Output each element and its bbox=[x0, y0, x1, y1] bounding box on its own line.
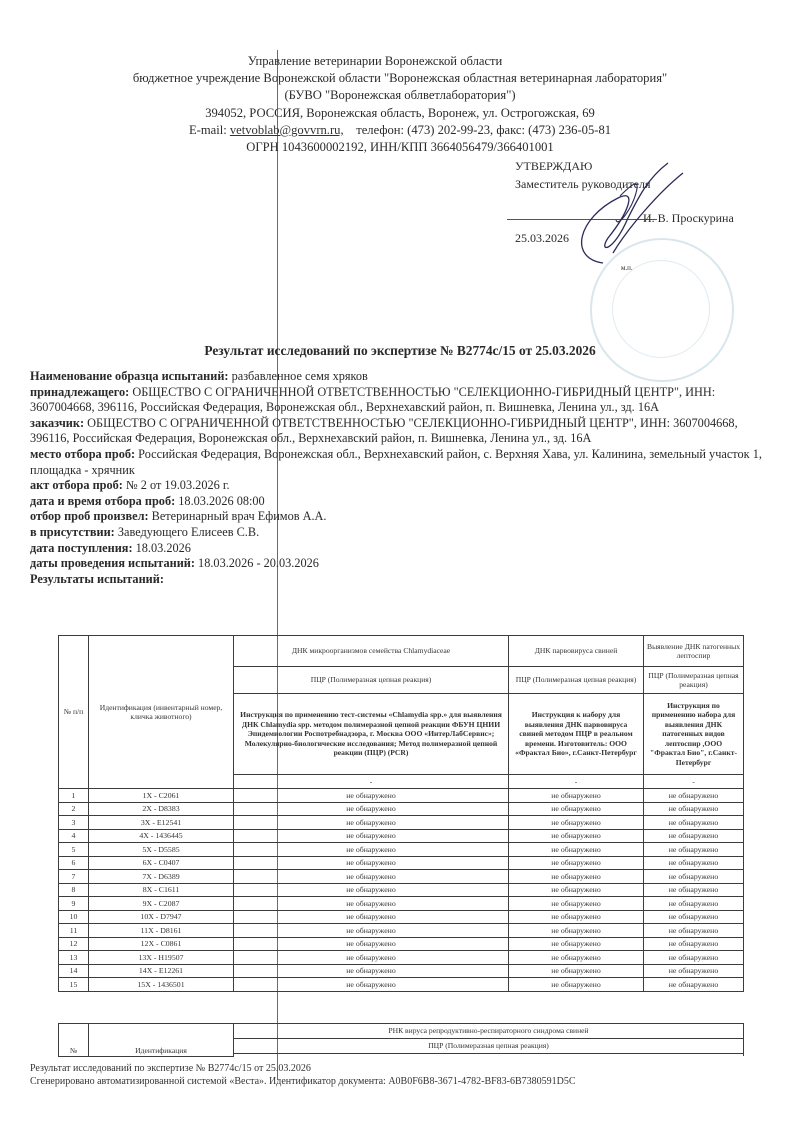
seal-stamp-icon bbox=[590, 238, 734, 382]
result-parvovirus: не обнаружено bbox=[509, 856, 644, 870]
letterhead-line-3: (БУВО "Воронежская облветлаборатория") bbox=[284, 88, 516, 103]
row-identification: 10X - D7947 bbox=[89, 910, 234, 924]
result-parvovirus: не обнаружено bbox=[509, 978, 644, 992]
letterhead-line-1: Управление ветеринарии Воронежской области bbox=[247, 54, 503, 68]
approver-name: И. В. Проскурина bbox=[643, 211, 734, 225]
table-row bbox=[59, 829, 744, 843]
row-identification: 8X - C1611 bbox=[89, 883, 234, 897]
seal-mark: м.п. bbox=[621, 264, 633, 272]
table-row bbox=[59, 937, 744, 951]
result-leptospira: не обнаружено bbox=[644, 856, 744, 870]
letterhead bbox=[0, 53, 800, 156]
sample-owner: принадлежащего: ОБЩЕСТВО С ОГРАНИЧЕННОЙ ОТВЕТСТВЕННОСТЬЮ "СЕЛЕКЦИОННО-ГИБРИДНЫЙ ЦЕНТР", ИНН: 3607004668, 396116, Российская Федерация, Воронежская обл., Верхнехавский район, п. Вишневка, Ленина ул., зд. 16А bbox=[30, 384, 716, 415]
row-identification: 15X - 1436501 bbox=[89, 978, 234, 992]
row-number: 3 bbox=[59, 816, 89, 830]
row-identification: 12X - C0861 bbox=[89, 937, 234, 951]
group-header-parvovirus: ДНК парвовируса свиней bbox=[509, 636, 644, 667]
sampling-datetime: дата и время отбора проб: 18.03.2026 08:00 bbox=[30, 493, 265, 508]
customer: заказчик: ОБЩЕСТВО С ОГРАНИЧЕННОЙ ОТВЕТСТВЕННОСТЬЮ "СЕЛЕКЦИОННО-ГИБРИДНЫЙ ЦЕНТР", ИНН: 3607004668, 396116, Российская Федерация, Воронежская обл., Верхнехавский район, п. Вишневка, Ленина ул., зд. 16А bbox=[30, 415, 738, 446]
sampling-place: место отбора проб: Российская Федерация, Воронежская обл., Верхнехавский район, с. Верхняя Хава, ул. Калинина, земельный участок 1, площадка - хрячник bbox=[30, 446, 762, 477]
table-row bbox=[59, 924, 744, 938]
result-parvovirus: не обнаружено bbox=[509, 910, 644, 924]
row-number: 12 bbox=[59, 937, 89, 951]
result-chlamydiaceae: не обнаружено bbox=[234, 978, 509, 992]
result-chlamydiaceae: не обнаружено bbox=[234, 924, 509, 938]
result-chlamydiaceae: не обнаружено bbox=[234, 816, 509, 830]
result-leptospira: не обнаружено bbox=[644, 951, 744, 965]
row-number: 13 bbox=[59, 951, 89, 965]
document-title: Результат исследований по экспертизе № B2774c/15 от 25.03.2026 bbox=[204, 343, 596, 358]
letterhead-line-2: бюджетное учреждение Воронежской области "Воронежская областная ветеринарная лаборатория" bbox=[132, 71, 668, 86]
table-row bbox=[59, 964, 744, 978]
result-leptospira: не обнаружено bbox=[644, 978, 744, 992]
table-row bbox=[59, 789, 744, 803]
result-parvovirus: не обнаружено bbox=[509, 937, 644, 951]
instruction-leptospira: Инструкция по применению набора для выявления ДНК патогенных видов лептоспир ,ООО "Фрактал Био", г.Санкт-Петербург bbox=[644, 694, 744, 775]
row-identification: 5X - D5585 bbox=[89, 843, 234, 857]
table2-group-header: РНК вируса репродуктивно-респираторного синдрома свиней bbox=[234, 1024, 744, 1039]
result-leptospira: не обнаружено bbox=[644, 924, 744, 938]
table-row bbox=[59, 897, 744, 911]
sampler: отбор проб произвел: Ветеринарный врач Ефимов А.А. bbox=[30, 509, 327, 524]
result-chlamydiaceae: не обнаружено bbox=[234, 843, 509, 857]
instruction-chlamydiaceae: Инструкция по применению тест-системы «Chlamydia spp.» для выявления ДНК Chlamydia spp. методом полимеразной цепной реакции ФБУН ЦНИИ Эпидемиологии Роспотребнадзора, г. Москва ООО «ИнтерЛабСервис»; Молекулярно-биологические исследования; Метод полимеразной цепной реакции (ПЦР) (PCR) bbox=[234, 694, 509, 775]
result-chlamydiaceae: не обнаружено bbox=[234, 789, 509, 803]
instruction-parvovirus: Инструкция к набору для выявления ДНК парвовируса свиней методом ПЦР в реальном времени. Изготовитель: ООО «Фрактал Био», г.Санкт-Петербург bbox=[509, 694, 644, 775]
table-row bbox=[59, 816, 744, 830]
table-row bbox=[59, 870, 744, 884]
row-number: 1 bbox=[59, 789, 89, 803]
row-number: 9 bbox=[59, 897, 89, 911]
footer-generated-by: Сгенерировано автоматизированной системой «Веста». Идентификатор документа: A0B0F6B8-3671-4782-BF83-6B7380591D5C bbox=[30, 1076, 576, 1087]
group-header-leptospira: Выявление ДНК патогенных лептоспир bbox=[644, 636, 744, 667]
result-leptospira: не обнаружено bbox=[644, 937, 744, 951]
result-leptospira: не обнаружено bbox=[644, 843, 744, 857]
results-table bbox=[58, 635, 744, 992]
row-identification: 4X - 1436445 bbox=[89, 829, 234, 843]
table-row bbox=[59, 951, 744, 965]
result-chlamydiaceae: не обнаружено bbox=[234, 937, 509, 951]
page-footer bbox=[30, 1062, 576, 1088]
footer-document-ref: Результат исследований по экспертизе № B2774c/15 от 25.03.2026 bbox=[30, 1063, 311, 1074]
result-leptospira: не обнаружено bbox=[644, 897, 744, 911]
row-number: 7 bbox=[59, 870, 89, 884]
approve-heading: УТВЕРЖДАЮ bbox=[515, 159, 593, 173]
result-parvovirus: не обнаружено bbox=[509, 964, 644, 978]
col-header-number: № п/п bbox=[59, 636, 89, 789]
result-chlamydiaceae: не обнаружено bbox=[234, 870, 509, 884]
row-identification: 1X - C2061 bbox=[89, 789, 234, 803]
results-table-2 bbox=[58, 1023, 744, 1057]
group-header-chlamydiaceae: ДНК микроорганизмов семейства Chlamydiaceae bbox=[234, 636, 509, 667]
letterhead-contacts bbox=[0, 122, 800, 139]
result-parvovirus: не обнаружено bbox=[509, 951, 644, 965]
result-leptospira: не обнаружено bbox=[644, 910, 744, 924]
result-chlamydiaceae: не обнаружено bbox=[234, 910, 509, 924]
result-chlamydiaceae: не обнаружено bbox=[234, 964, 509, 978]
result-parvovirus: не обнаружено bbox=[509, 897, 644, 911]
result-chlamydiaceae: не обнаружено bbox=[234, 802, 509, 816]
row-number: 6 bbox=[59, 856, 89, 870]
row-number: 2 bbox=[59, 802, 89, 816]
result-leptospira: не обнаружено bbox=[644, 964, 744, 978]
table-row bbox=[59, 843, 744, 857]
result-parvovirus: не обнаружено bbox=[509, 789, 644, 803]
test-dates: даты проведения испытаний: 18.03.2026 - 20.03.2026 bbox=[30, 556, 319, 571]
norm-parvovirus: - bbox=[509, 775, 644, 789]
row-number: 4 bbox=[59, 829, 89, 843]
approver-position: Заместитель руководителя bbox=[515, 177, 651, 191]
result-parvovirus: не обнаружено bbox=[509, 802, 644, 816]
result-chlamydiaceae: не обнаружено bbox=[234, 883, 509, 897]
results-heading: Результаты испытаний: bbox=[30, 571, 164, 586]
table-row bbox=[59, 978, 744, 992]
result-parvovirus: не обнаружено bbox=[509, 883, 644, 897]
email-label: E-mail: bbox=[188, 122, 227, 137]
result-parvovirus: не обнаружено bbox=[509, 924, 644, 938]
table-row bbox=[59, 883, 744, 897]
sample-info bbox=[30, 369, 775, 587]
row-identification: 3X - E12541 bbox=[89, 816, 234, 830]
sample-name: Наименование образца испытаний: разбавленное семя хряков bbox=[30, 369, 368, 383]
norm-chlamydiaceae: - bbox=[234, 775, 509, 789]
result-leptospira: не обнаружено bbox=[644, 816, 744, 830]
result-chlamydiaceae: не обнаружено bbox=[234, 897, 509, 911]
method-leptospira: ПЦР (Полимеразная цепная реакция) bbox=[644, 667, 744, 694]
row-number: 14 bbox=[59, 964, 89, 978]
result-chlamydiaceae: не обнаружено bbox=[234, 951, 509, 965]
table2-col-header-identification: Идентификация bbox=[89, 1024, 234, 1057]
table2-col-header-number: № bbox=[59, 1024, 89, 1057]
sampling-act: акт отбора проб: № 2 от 19.03.2026 г. bbox=[30, 478, 230, 493]
row-identification: 6X - C0407 bbox=[89, 856, 234, 870]
result-chlamydiaceae: не обнаружено bbox=[234, 856, 509, 870]
row-number: 11 bbox=[59, 924, 89, 938]
row-identification: 9X - C2087 bbox=[89, 897, 234, 911]
result-parvovirus: не обнаружено bbox=[509, 829, 644, 843]
row-identification: 11X - D8161 bbox=[89, 924, 234, 938]
table-row bbox=[59, 910, 744, 924]
method-chlamydiaceae: ПЦР (Полимеразная цепная реакция) bbox=[234, 667, 509, 694]
row-number: 10 bbox=[59, 910, 89, 924]
approval-date: 25.03.2026 bbox=[515, 231, 569, 245]
row-identification: 13X - H19507 bbox=[89, 951, 234, 965]
row-identification: 2X - D8383 bbox=[89, 802, 234, 816]
table-header-row-group bbox=[59, 636, 744, 667]
phone-fax: телефон: (473) 202-99-23, факс: (473) 236-05-81 bbox=[356, 122, 612, 137]
row-identification: 7X - D6389 bbox=[89, 870, 234, 884]
result-parvovirus: не обнаружено bbox=[509, 816, 644, 830]
table-row bbox=[59, 856, 744, 870]
row-identification: 14X - E12261 bbox=[89, 964, 234, 978]
table2-method: ПЦР (Полимеразная цепная реакция) bbox=[234, 1039, 744, 1054]
col-header-identification: Идентификация (инвентарный номер, кличка животного) bbox=[89, 636, 234, 789]
row-number: 8 bbox=[59, 883, 89, 897]
received-date: дата поступления: 18.03.2026 bbox=[30, 540, 191, 555]
result-leptospira: не обнаружено bbox=[644, 802, 744, 816]
letterhead-address: 394052, РОССИЯ, Воронежская область, Воронеж, ул. Острогожская, 69 bbox=[205, 105, 595, 120]
result-chlamydiaceae: не обнаружено bbox=[234, 829, 509, 843]
method-parvovirus: ПЦР (Полимеразная цепная реакция) bbox=[509, 667, 644, 694]
result-leptospira: не обнаружено bbox=[644, 789, 744, 803]
result-parvovirus: не обнаружено bbox=[509, 843, 644, 857]
table2-cut-cell bbox=[234, 1054, 744, 1057]
table-row bbox=[59, 802, 744, 816]
result-parvovirus: не обнаружено bbox=[509, 870, 644, 884]
table2-header-row-group bbox=[59, 1024, 744, 1039]
email-link[interactable]: vetvoblab@govvrn.ru, bbox=[229, 122, 344, 137]
row-number: 5 bbox=[59, 843, 89, 857]
norm-leptospira: - bbox=[644, 775, 744, 789]
result-leptospira: не обнаружено bbox=[644, 883, 744, 897]
presence: в присутствии: Заведующего Елисеев С.В. bbox=[30, 524, 260, 539]
letterhead-registration: ОГРН 1043600002192, ИНН/КПП 3664056479/366401001 bbox=[246, 140, 554, 155]
result-leptospira: не обнаружено bbox=[644, 870, 744, 884]
result-leptospira: не обнаружено bbox=[644, 829, 744, 843]
row-number: 15 bbox=[59, 978, 89, 992]
